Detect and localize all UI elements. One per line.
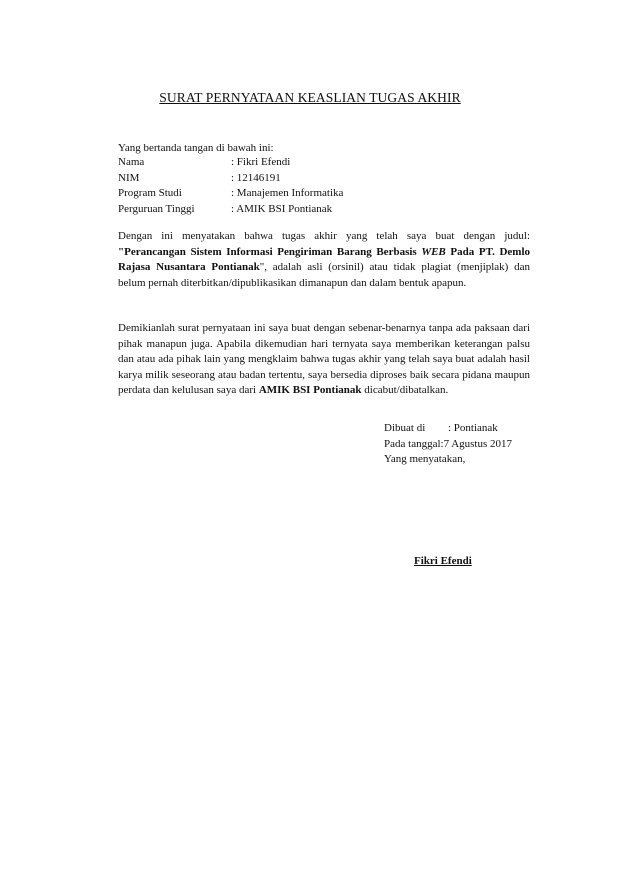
identity-label: NIM (118, 171, 140, 184)
place-line (384, 421, 512, 437)
declaration-paragraph (118, 229, 530, 291)
thesis-title-part: Pada PT. Demlo Rajasa Nusantara Pontianak (118, 245, 531, 273)
identity-value: : 12146191 (231, 171, 281, 184)
closing-text: Demikianlah surat pernyataan ini saya buat dengan sebenar-benarnya tanpa ada paksaan dari pihak manapun juga. Apabila dikemudian hari ternyata saya memberikan keterangan palsu dan atau ada pihak lain yang mengklaim bahwa tugas akhir yang telah saya buat adalah hasil karya milik seseorang atau badan tertentu, saya bersedia diproses baik secara pidana maupun perdata dan kelulusan saya dari (118, 322, 530, 396)
institution-name: AMIK BSI Pontianak (258, 384, 362, 396)
signature-block (384, 421, 512, 468)
paragraph-rest: ", adalah asli (orsinil) atau tidak plagiat (menjiplak) dan belum pernah diterbitkan/dipublikasikan dimanapun dan dalam bentuk apapun. (118, 261, 531, 289)
identity-label: Program Studi (118, 187, 182, 199)
document-title: SURAT PERNYATAAN KEASLIAN TUGAS AKHIR (159, 90, 461, 105)
identity-value: : Fikri Efendi (231, 156, 291, 168)
identity-row-nim (118, 171, 343, 187)
thesis-title-part: "Perancangan Sistem Informasi Pengiriman Barang Berbasis (118, 245, 422, 258)
identity-value: : Manajemen Informatika (231, 187, 344, 199)
identity-row-program (118, 186, 343, 202)
closing-paragraph (118, 321, 530, 399)
identity-row-name (118, 155, 343, 171)
date-line: Pada tanggal:7 Agustus 2017 (384, 437, 513, 450)
identity-label: Perguruan Tinggi (118, 202, 195, 215)
thesis-title-italic: WEB (421, 245, 446, 258)
closing-end: dicabut/dibatalkan. (361, 384, 449, 396)
place-value: : Pontianak (448, 422, 498, 434)
intro-text: Yang bertanda tangan di bawah ini: (118, 142, 274, 154)
identity-label: Nama (118, 156, 145, 168)
closing-salutation: Yang menyatakan, (384, 453, 466, 465)
identity-row-institution (118, 202, 343, 218)
identity-value: : AMIK BSI Pontianak (231, 202, 333, 215)
paragraph-lead: Dengan ini menyatakan bahwa tugas akhir yang telah saya buat dengan judul: (118, 230, 530, 242)
signer-name: Fikri Efendi (414, 555, 472, 567)
identity-table (118, 155, 343, 217)
place-label: Dibuat di (384, 422, 426, 434)
